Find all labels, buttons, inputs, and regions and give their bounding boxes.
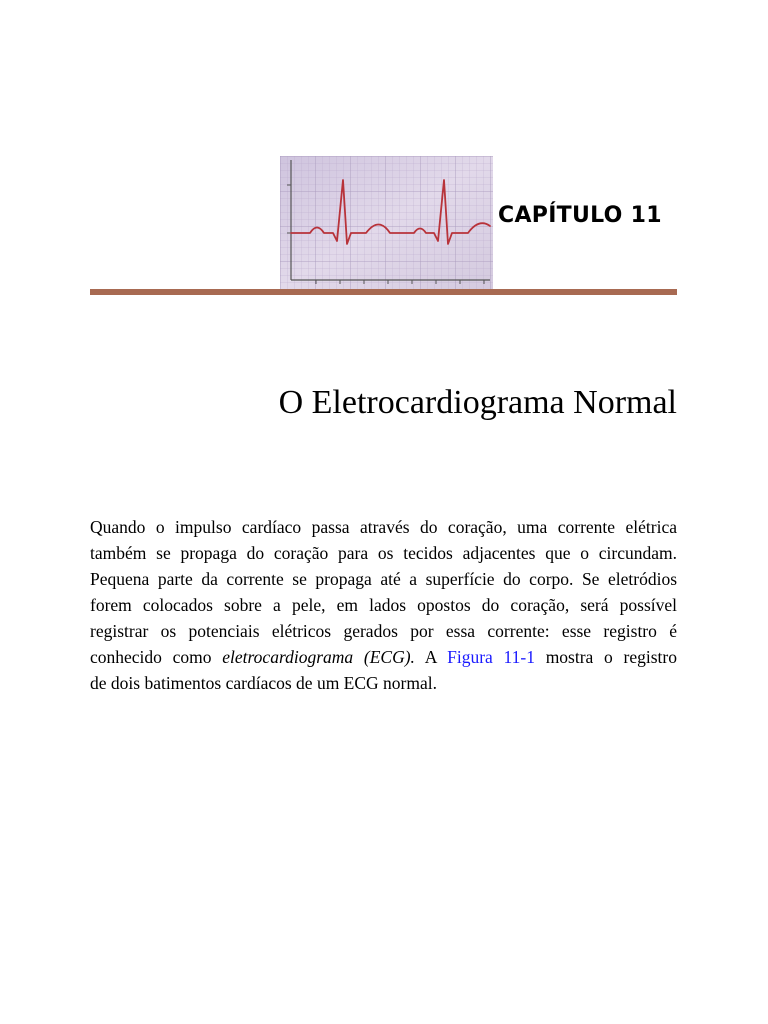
chapter-label: CAPÍTULO 11 [498, 203, 662, 228]
ecg-trace-icon [280, 156, 493, 289]
paragraph-line: registrar os potenciais elétricos gerados por essa corrente: esse registro é [90, 621, 677, 641]
paragraph-line: também se propaga do coração para os tecidos adjacentes que o circundam. [90, 543, 677, 563]
ecg-term: eletrocardiograma (ECG). [222, 647, 415, 667]
paragraph-line: Pequena parte da corrente se propaga até a superfície do corpo. Se eletródios [90, 569, 677, 589]
chapter-divider [90, 289, 677, 295]
intro-paragraph [90, 514, 677, 696]
paragraph-text: mostra o registro [534, 647, 677, 667]
figure-11-1-link[interactable]: Figura 11-1 [447, 647, 535, 667]
paragraph-line: Quando o impulso cardíaco passa através do coração, uma corrente elétrica [90, 517, 677, 537]
paragraph-line [90, 644, 677, 670]
paragraph-text: conhecido como [90, 647, 223, 667]
paragraph-text: A [414, 647, 448, 667]
chapter-title: O Eletrocardiograma Normal [278, 384, 677, 421]
paragraph-line: forem colocados sobre a pele, em lados opostos do coração, será possível [90, 595, 677, 615]
paragraph-line: de dois batimentos cardíacos de um ECG normal. [90, 673, 438, 693]
